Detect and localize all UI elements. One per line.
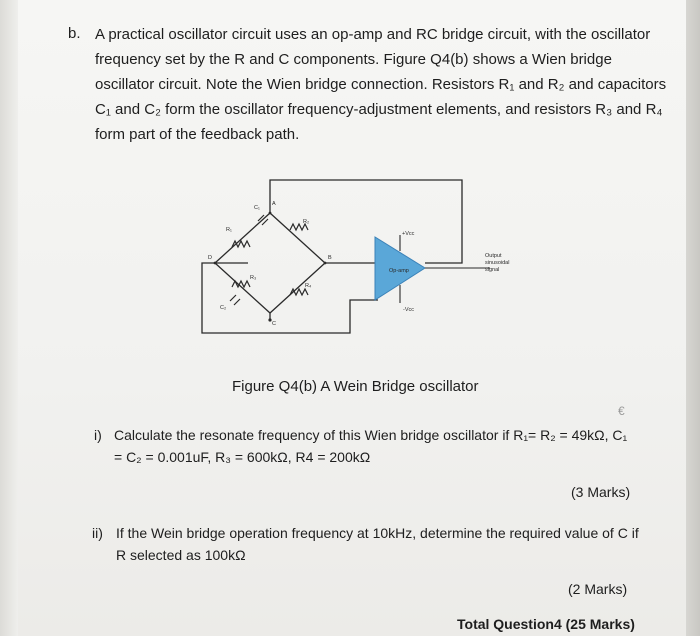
node-b-label: B [328,255,332,261]
page-right-edge [686,0,700,636]
bridge-lower-right [270,263,325,313]
part-ii-number: ii) [92,525,103,541]
paragraph-line: oscillator circuit. Note the Wien bridge connection. Resistors R₁ and R₂ and capacitors [95,76,667,93]
ground-node [268,318,271,321]
capacitor-c2 [230,295,240,305]
output-label-3: signal [485,267,500,273]
vcc-neg-label: -Vᴄᴄ [403,307,414,313]
page-left-shadow [0,0,18,636]
c2-label: C₂ [220,305,227,311]
part-i-line-1: Calculate the resonate frequency of this Wien bridge oscillator if R₁= R₂ = 49kΩ, C₁ [114,427,628,443]
c1-label: C₁ [254,205,260,211]
node-a-label: A [272,201,276,207]
node-d-dot [214,262,217,265]
part-ii-line-1: If the Wein bridge operation frequency at 10kHz, determine the required value of C if [116,525,639,541]
output-label-2: sinusoidal [485,260,510,266]
output-label-1: Output [485,253,502,259]
ground-loop-wire [202,263,378,333]
node-a-dot [269,212,272,215]
vcc-pos-label: +Vᴄᴄ [402,231,415,237]
r3-label: R₃ [250,275,257,281]
bridge-upper-left [215,213,270,263]
question-paragraph [95,22,667,147]
node-d-label: D [208,255,212,261]
part-i-marks: (3 Marks) [571,484,631,500]
opamp-label: Op-amp [389,268,409,274]
paragraph-line: C₁ and C₂ form the oscillator frequency-adjustment elements, and resistors R₃ and R₄ [95,101,663,118]
r4-label: R₄ [305,283,312,289]
node-c-label: C [272,321,276,327]
feedback-wire [270,180,462,263]
part-i-number: i) [94,427,102,443]
r2-label: R₂ [303,219,310,225]
margin-mark: € [618,404,625,418]
total-marks: Total Question4 (25 Marks) [457,616,635,632]
wien-bridge-circuit-diagram [190,175,550,345]
part-ii-marks: (2 Marks) [568,581,628,597]
paragraph-line: form part of the feedback path. [95,126,300,143]
r1-label: R₁ [226,227,232,233]
part-ii-line-2: R selected as 100kΩ [116,547,246,563]
paragraph-line: frequency set by the R and C components. Figure Q4(b) shows a Wien bridge [95,51,612,68]
question-label: b. [68,25,81,42]
bridge-upper-right [270,213,325,263]
part-i-line-2: = C₂ = 0.001uF, R₃ = 600kΩ, R4 = 200kΩ [114,449,371,465]
paragraph-line: A practical oscillator circuit uses an op-amp and RC bridge circuit, with the oscillator [95,26,651,43]
node-b-dot [324,262,327,265]
figure-caption: Figure Q4(b) A Wein Bridge oscillator [232,378,479,395]
resistor-r1 [232,241,250,247]
